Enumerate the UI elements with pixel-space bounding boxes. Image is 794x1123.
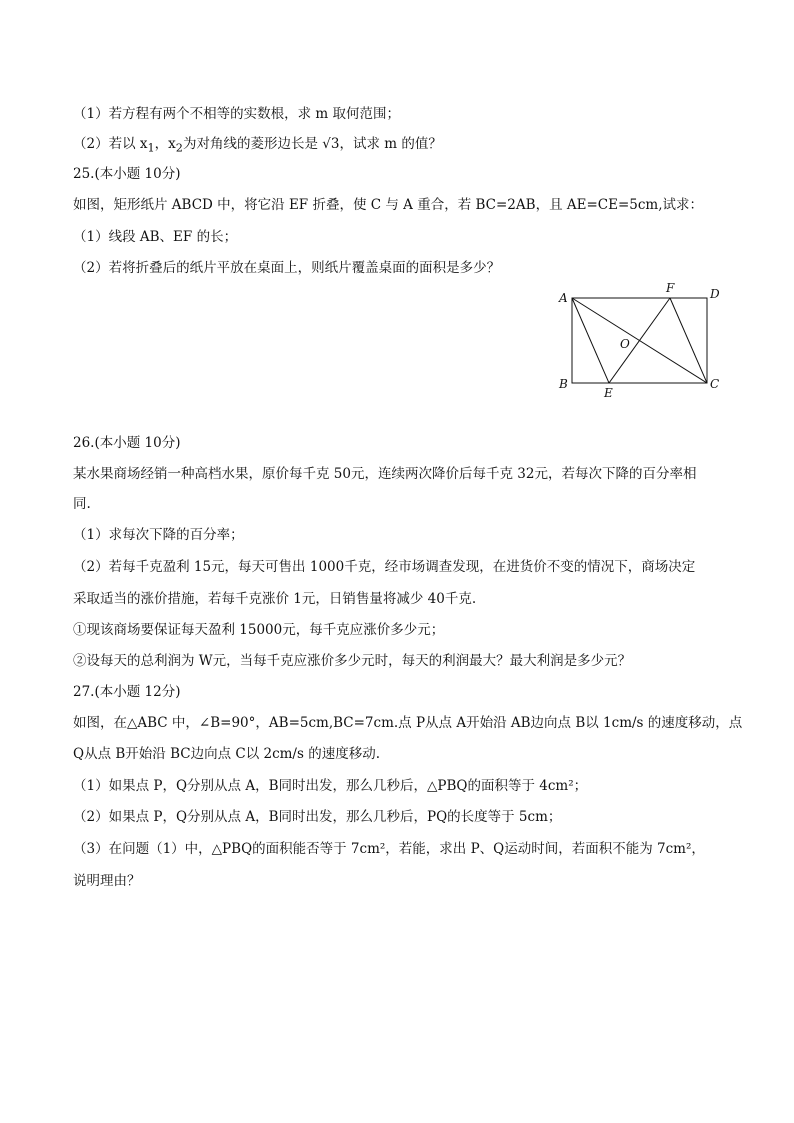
label-b: B xyxy=(559,377,568,391)
q26-part1: （1）求每次下降的百分率； xyxy=(73,527,244,543)
q26-sub2: ②设每天的总利润为 W元，当每千克应涨价多少元时，每天的利润最大？最大利润是多少元？ xyxy=(73,653,632,669)
q25-header: 25.(本小题 10分) xyxy=(73,166,181,182)
q24-part2 xyxy=(73,134,442,159)
q26-part2-line2: 采取适当的涨价措施，若每千克涨价 1元，日销售量将减少 40千克. xyxy=(73,591,477,607)
q27-part3-line1: （3）在问题（1）中，△PBQ的面积能否等于 7cm²，若能，求出 P、Q运动时间，若面积不能为 7cm²， xyxy=(73,841,705,857)
q27-stem-line1: 如图，在△ABC 中，∠B=90°，AB=5cm,BC=7cm.点 P从点 A开始沿 AB边向点 B以 1cm/s 的速度移动，点 xyxy=(73,715,743,731)
label-f: F xyxy=(666,281,675,295)
q27-part1: （1）如果点 P，Q分别从点 A，B同时出发，那么几秒后，△PBQ的面积等于 4cm²； xyxy=(73,778,588,794)
q27-part2: （2）如果点 P，Q分别从点 A，B同时出发，那么几秒后，PQ的长度等于 5cm； xyxy=(73,809,562,825)
figure-svg xyxy=(552,280,732,400)
segment-ef xyxy=(609,298,670,383)
segment-ae xyxy=(572,298,609,383)
q26-sub1: ①现该商场要保证每天盈利 15000元，每千克应涨价多少元； xyxy=(73,622,445,638)
q27-part3-line2: 说明理由？ xyxy=(73,873,141,889)
label-e: E xyxy=(604,386,613,400)
q24-sub2: 2 xyxy=(175,141,183,155)
rectangle-fold-figure xyxy=(552,280,732,400)
label-o: O xyxy=(620,337,630,351)
q26-header: 26.(本小题 10分) xyxy=(73,435,181,451)
q25-stem: 如图，矩形纸片 ABCD 中，将它沿 EF 折叠，使 C 与 A 重合，若 BC=2AB，且 AE=CE=5cm,试求： xyxy=(73,197,704,213)
segment-fc xyxy=(670,298,707,383)
q27-header: 27.(本小题 12分) xyxy=(73,684,181,700)
q26-stem-line1: 某水果商场经销一种高档水果，原价每千克 50元，连续两次降价后每千克 32元，若每次下降的百分率相 xyxy=(73,466,697,482)
q26-part2-line1: （2）若每千克盈利 15元，每天可售出 1000千克，经市场调查发现，在进货价不变的情况下，商场决定 xyxy=(73,559,696,575)
q24-part2-b: ，x xyxy=(154,136,176,152)
q24-sub1: 1 xyxy=(147,141,155,155)
q26-stem-line2: 同. xyxy=(73,496,91,512)
label-c: C xyxy=(710,377,720,391)
q24-part2-c: 为对角线的菱形边长是 √3，试求 m 的值？ xyxy=(182,136,442,152)
q24-part2-a: （2）若以 x xyxy=(73,136,148,152)
label-d: D xyxy=(710,287,720,301)
label-a: A xyxy=(559,291,568,305)
q25-part1: （1）线段 AB、EF 的长； xyxy=(73,229,238,245)
q27-stem-line2: Q从点 B开始沿 BC边向点 C以 2cm/s 的速度移动. xyxy=(73,746,380,762)
q24-part1: （1）若方程有两个不相等的实数根，求 m 取何范围； xyxy=(73,106,400,122)
q25-part2: （2）若将折叠后的纸片平放在桌面上，则纸片覆盖桌面的面积是多少？ xyxy=(73,260,501,276)
